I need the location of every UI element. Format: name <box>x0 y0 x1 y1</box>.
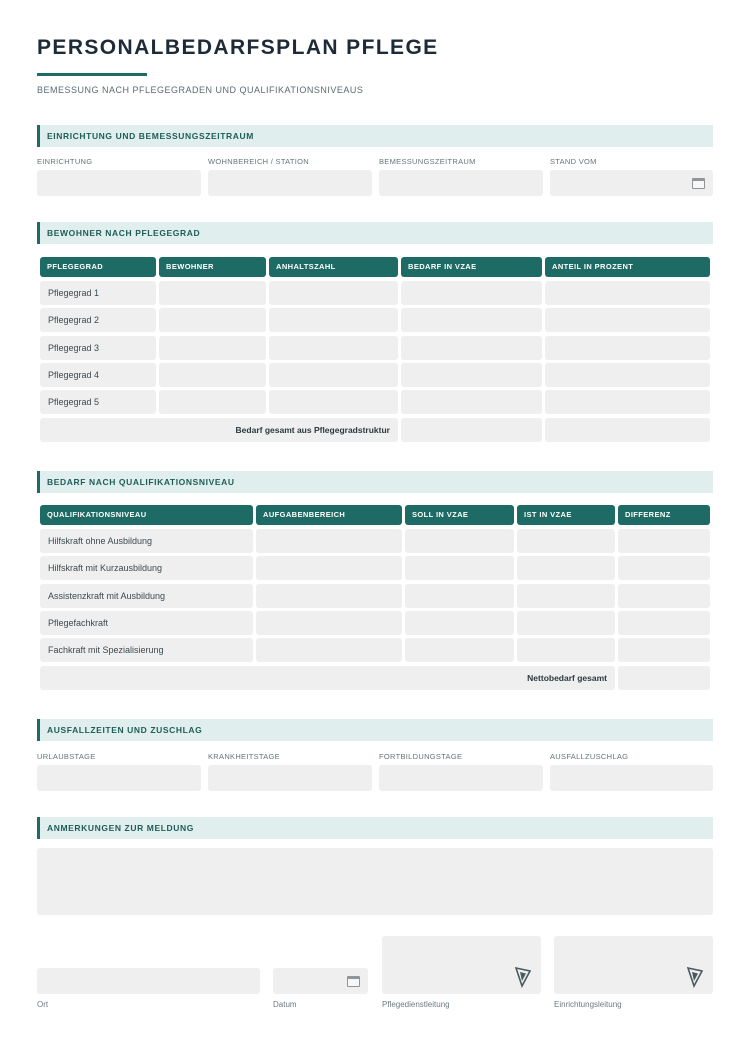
pen-icon <box>515 966 531 988</box>
section-heading-qualifikation <box>37 471 713 493</box>
bemessungszeitraum-field[interactable] <box>379 170 543 196</box>
section-heading-label: ANMERKUNGEN ZUR MELDUNG <box>47 823 194 833</box>
stand-vom-label: STAND VOM <box>550 157 597 166</box>
section-heading-ausfallzeiten <box>37 719 713 741</box>
qualifikation-row-cell[interactable] <box>256 529 402 553</box>
krankheitstage-field[interactable] <box>208 765 372 791</box>
calendar-icon[interactable] <box>692 178 705 189</box>
qualifikation-row-cell[interactable] <box>618 638 710 662</box>
pflegegrad-row-cell[interactable] <box>545 336 710 360</box>
qualifikation-row-label: Pflegefachkraft <box>40 611 253 635</box>
pflegedienstleitung-label: Pflegedienstleitung <box>382 1000 450 1009</box>
pflegegrad-row-cell[interactable] <box>401 308 542 332</box>
total-bedarf-cell[interactable] <box>401 418 542 442</box>
bemessungszeitraum-label: BEMESSUNGSZEITRAUM <box>379 157 476 166</box>
pflegegrad-row-cell[interactable] <box>401 390 542 414</box>
pflegegrad-row-cell[interactable] <box>401 336 542 360</box>
pflegegrad-row-cell[interactable] <box>545 308 710 332</box>
urlaubstage-field[interactable] <box>37 765 201 791</box>
qualifikation-row-cell[interactable] <box>256 611 402 635</box>
pflegegrad-row-cell[interactable] <box>269 336 398 360</box>
anmerkungen-textarea[interactable] <box>37 848 713 915</box>
qualifikation-row-label: Assistenzkraft mit Ausbildung <box>40 584 253 608</box>
pflegegrad-row-cell[interactable] <box>545 390 710 414</box>
qualifikation-row-cell[interactable] <box>618 529 710 553</box>
column-header: DIFFERENZ <box>618 505 710 525</box>
qualifikation-row-cell[interactable] <box>256 638 402 662</box>
pflegegrad-row-cell[interactable] <box>401 363 542 387</box>
ausfallzuschlag-label: AUSFALLZUSCHLAG <box>550 752 629 761</box>
section-heading-anmerkungen <box>37 817 713 839</box>
page-subtitle: BEMESSUNG NACH PFLEGEGRADEN UND QUALIFIKATIONSNIVEAUS <box>37 85 364 95</box>
pflegegrad-row-cell[interactable] <box>269 390 398 414</box>
column-header: SOLL IN VZAE <box>405 505 514 525</box>
qualifikation-row-label: Hilfskraft ohne Ausbildung <box>40 529 253 553</box>
pen-icon <box>687 966 703 988</box>
nettobedarf-cell[interactable] <box>618 666 710 690</box>
ort-label: Ort <box>37 1000 49 1009</box>
section-heading-label: BEWOHNER NACH PFLEGEGRAD <box>47 228 201 238</box>
column-header: IST IN VZAE <box>517 505 615 525</box>
column-header: PFLEGEGRAD <box>40 257 156 277</box>
datum-field[interactable] <box>273 968 368 994</box>
pflegegrad-row-label: Pflegegrad 5 <box>40 390 156 414</box>
wohnbereich-label: WOHNBEREICH / STATION <box>208 157 310 166</box>
qualifikation-row-cell[interactable] <box>517 638 615 662</box>
column-header: QUALIFIKATIONSNIVEAU <box>40 505 253 525</box>
column-header: BEWOHNER <box>159 257 266 277</box>
ausfallzuschlag-field[interactable] <box>550 765 713 791</box>
column-header: ANTEIL IN PROZENT <box>545 257 710 277</box>
pflegegrad-row-cell[interactable] <box>159 308 266 332</box>
section-heading-pflegegrad <box>37 222 713 244</box>
section-heading-label: BEDARF NACH QUALIFIKATIONSNIVEAU <box>47 477 235 487</box>
qualifikation-row-cell[interactable] <box>517 556 615 580</box>
qualifikation-row-cell[interactable] <box>517 611 615 635</box>
krankheitstage-label: KRANKHEITSTAGE <box>208 752 280 761</box>
qualifikation-row-cell[interactable] <box>618 556 710 580</box>
einrichtung-field[interactable] <box>37 170 201 196</box>
stand-vom-field[interactable] <box>550 170 713 196</box>
signature-pflegedienstleitung[interactable] <box>382 936 541 994</box>
pflegegrad-row-cell[interactable] <box>269 363 398 387</box>
qualifikation-row-label: Fachkraft mit Spezialisierung <box>40 638 253 662</box>
qualifikation-row-cell[interactable] <box>405 638 514 662</box>
title-underline <box>37 73 147 76</box>
total-anteil-cell[interactable] <box>545 418 710 442</box>
column-header: ANHALTSZAHL <box>269 257 398 277</box>
pflegegrad-row-cell[interactable] <box>159 363 266 387</box>
total-row-label: Nettobedarf gesamt <box>40 666 615 690</box>
qualifikation-row-cell[interactable] <box>256 584 402 608</box>
section-heading-label: EINRICHTUNG UND BEMESSUNGSZEITRAUM <box>47 131 254 141</box>
wohnbereich-field[interactable] <box>208 170 372 196</box>
column-header: AUFGABENBEREICH <box>256 505 402 525</box>
qualifikation-row-cell[interactable] <box>405 611 514 635</box>
qualifikation-row-cell[interactable] <box>618 584 710 608</box>
fortbildungstage-field[interactable] <box>379 765 543 791</box>
qualifikation-row-cell[interactable] <box>256 556 402 580</box>
qualifikation-row-cell[interactable] <box>517 584 615 608</box>
pflegegrad-row-cell[interactable] <box>545 363 710 387</box>
urlaubstage-label: URLAUBSTAGE <box>37 752 96 761</box>
qualifikation-row-cell[interactable] <box>405 556 514 580</box>
pflegegrad-row-cell[interactable] <box>159 390 266 414</box>
qualifikation-row-cell[interactable] <box>405 529 514 553</box>
page-title: PERSONALBEDARFSPLAN PFLEGE <box>37 36 439 59</box>
einrichtungsleitung-label: Einrichtungsleitung <box>554 1000 622 1009</box>
pflegegrad-row-cell[interactable] <box>159 281 266 305</box>
pflegegrad-row-cell[interactable] <box>269 308 398 332</box>
section-heading-einrichtung <box>37 125 713 147</box>
qualifikation-row-cell[interactable] <box>618 611 710 635</box>
pflegegrad-row-label: Pflegegrad 2 <box>40 308 156 332</box>
pflegegrad-row-cell[interactable] <box>269 281 398 305</box>
pflegegrad-row-label: Pflegegrad 1 <box>40 281 156 305</box>
signature-einrichtungsleitung[interactable] <box>554 936 713 994</box>
qualifikation-row-label: Hilfskraft mit Kurzausbildung <box>40 556 253 580</box>
section-heading-label: AUSFALLZEITEN UND ZUSCHLAG <box>47 725 203 735</box>
qualifikation-row-cell[interactable] <box>517 529 615 553</box>
pflegegrad-row-cell[interactable] <box>545 281 710 305</box>
pflegegrad-row-label: Pflegegrad 4 <box>40 363 156 387</box>
total-row-label: Bedarf gesamt aus Pflegegradstruktur <box>40 418 398 442</box>
calendar-icon[interactable] <box>347 976 360 987</box>
ort-field[interactable] <box>37 968 260 994</box>
pflegegrad-row-cell[interactable] <box>401 281 542 305</box>
pflegegrad-row-label: Pflegegrad 3 <box>40 336 156 360</box>
pflegegrad-row-cell[interactable] <box>159 336 266 360</box>
fortbildungstage-label: FORTBILDUNGSTAGE <box>379 752 463 761</box>
column-header: BEDARF IN VZAE <box>401 257 542 277</box>
qualifikation-row-cell[interactable] <box>405 584 514 608</box>
einrichtung-label: EINRICHTUNG <box>37 157 93 166</box>
datum-label: Datum <box>273 1000 297 1009</box>
